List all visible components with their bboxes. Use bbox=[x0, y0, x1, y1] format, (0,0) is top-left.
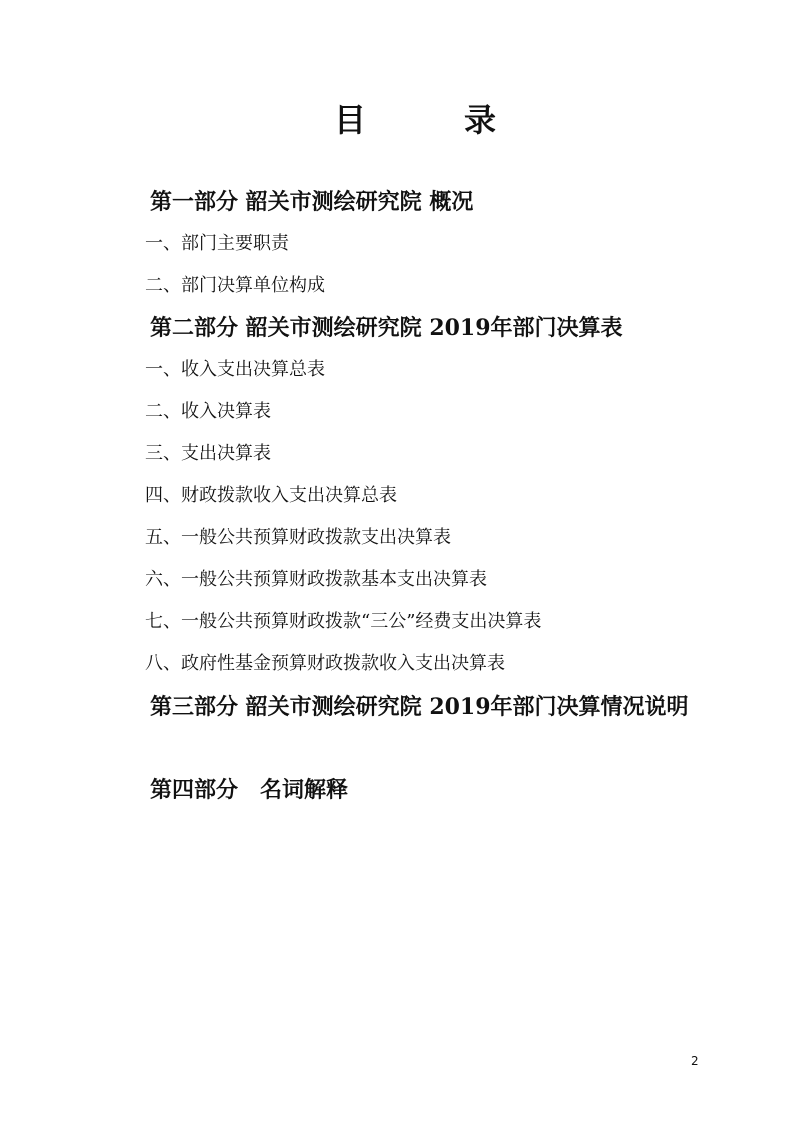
toc-item[interactable]: 八、政府性基金预算财政拨款收入支出决算表 bbox=[145, 653, 505, 674]
toc-item[interactable]: 二、收入决算表 bbox=[145, 401, 271, 422]
page-title bbox=[0, 98, 800, 142]
title-char-2: 录 bbox=[464, 101, 497, 139]
toc-item[interactable]: 五、一般公共预算财政拨款支出决算表 bbox=[145, 527, 451, 548]
toc-part-2-heading[interactable]: 第二部分 韶关市测绘研究院 2019年部门决算表 bbox=[150, 315, 623, 341]
toc-item[interactable]: 三、支出决算表 bbox=[145, 443, 271, 464]
title-char-1: 目 bbox=[334, 101, 367, 139]
toc-part-1-heading[interactable]: 第一部分 韶关市测绘研究院 概况 bbox=[150, 189, 474, 215]
toc-item[interactable]: 四、财政拨款收入支出决算总表 bbox=[145, 485, 397, 506]
toc-item[interactable]: 二、部门决算单位构成 bbox=[145, 275, 325, 296]
toc-item[interactable]: 一、部门主要职责 bbox=[145, 233, 289, 254]
page-number: 2 bbox=[691, 1054, 699, 1068]
toc-item[interactable]: 七、一般公共预算财政拨款“三公”经费支出决算表 bbox=[145, 611, 542, 632]
toc-item[interactable]: 一、收入支出决算总表 bbox=[145, 359, 325, 380]
toc-item[interactable]: 六、一般公共预算财政拨款基本支出决算表 bbox=[145, 569, 487, 590]
toc-part-4-heading[interactable]: 第四部分 名词解释 bbox=[150, 777, 349, 803]
toc-part-3-heading[interactable]: 第三部分 韶关市测绘研究院 2019年部门决算情况说明 bbox=[150, 694, 689, 720]
